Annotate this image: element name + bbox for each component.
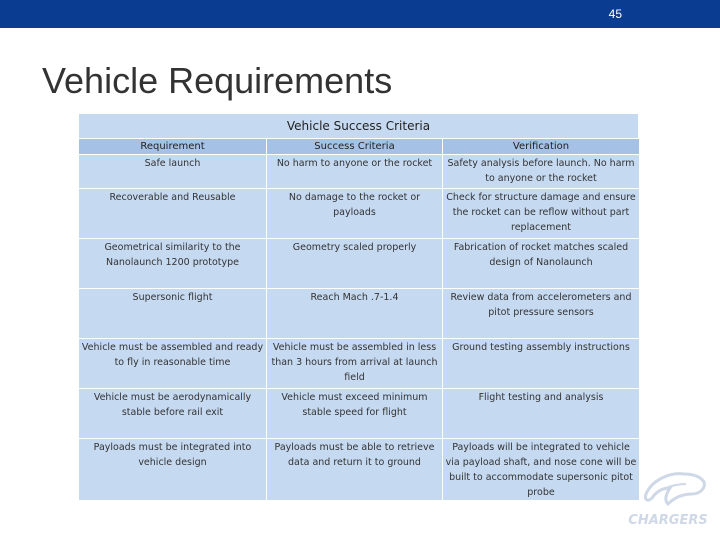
table-row: [79, 339, 640, 389]
cell-verification: Review data from accelerometers and pitot pressure sensors: [443, 289, 640, 339]
header-success-criteria: Success Criteria: [267, 139, 443, 155]
table-row: [79, 239, 640, 289]
cell-verification: Ground testing assembly instructions: [443, 339, 640, 389]
table-caption: Vehicle Success Criteria: [78, 113, 639, 138]
table-row: [79, 155, 640, 189]
cell-requirement: Safe launch: [79, 155, 267, 189]
slide-title: Vehicle Requirements: [42, 60, 393, 101]
chargers-logo: [622, 468, 714, 536]
table-row: [79, 389, 640, 439]
cell-requirement: Recoverable and Reusable: [79, 189, 267, 239]
horse-head-icon: [645, 474, 704, 504]
success-criteria-table: [78, 113, 639, 501]
cell-success-criteria: Geometry scaled properly: [267, 239, 443, 289]
cell-requirement: Vehicle must be assembled and ready to fly in reasonable time: [79, 339, 267, 389]
cell-requirement: Payloads must be integrated into vehicle design: [79, 439, 267, 501]
table-row: [79, 289, 640, 339]
cell-success-criteria: No harm to anyone or the rocket: [267, 155, 443, 189]
cell-verification: Payloads will be integrated to vehicle via payload shaft, and nose cone will be built to accommodate supersonic pitot probe: [443, 439, 640, 501]
cell-verification: Safety analysis before launch. No harm to anyone or the rocket: [443, 155, 640, 189]
page-number: 45: [608, 7, 622, 21]
header-requirement: Requirement: [79, 139, 267, 155]
cell-success-criteria: Reach Mach .7-1.4: [267, 289, 443, 339]
cell-success-criteria: Vehicle must be assembled in less than 3 hours from arrival at launch field: [267, 339, 443, 389]
cell-requirement: Geometrical similarity to the Nanolaunch 1200 prototype: [79, 239, 267, 289]
top-bar: [0, 0, 720, 28]
cell-verification: Fabrication of rocket matches scaled design of Nanolaunch: [443, 239, 640, 289]
cell-success-criteria: Payloads must be able to retrieve data and return it to ground: [267, 439, 443, 501]
cell-success-criteria: No damage to the rocket or payloads: [267, 189, 443, 239]
cell-requirement: Vehicle must be aerodynamically stable before rail exit: [79, 389, 267, 439]
table-row: [79, 189, 640, 239]
cell-verification: Flight testing and analysis: [443, 389, 640, 439]
logo-text: CHARGERS: [628, 513, 708, 528]
header-verification: Verification: [443, 139, 640, 155]
table-header-row: [79, 139, 640, 155]
cell-success-criteria: Vehicle must exceed minimum stable speed for flight: [267, 389, 443, 439]
cell-requirement: Supersonic flight: [79, 289, 267, 339]
table-row: [79, 439, 640, 501]
cell-verification: Check for structure damage and ensure the rocket can be reflow without part replacement: [443, 189, 640, 239]
